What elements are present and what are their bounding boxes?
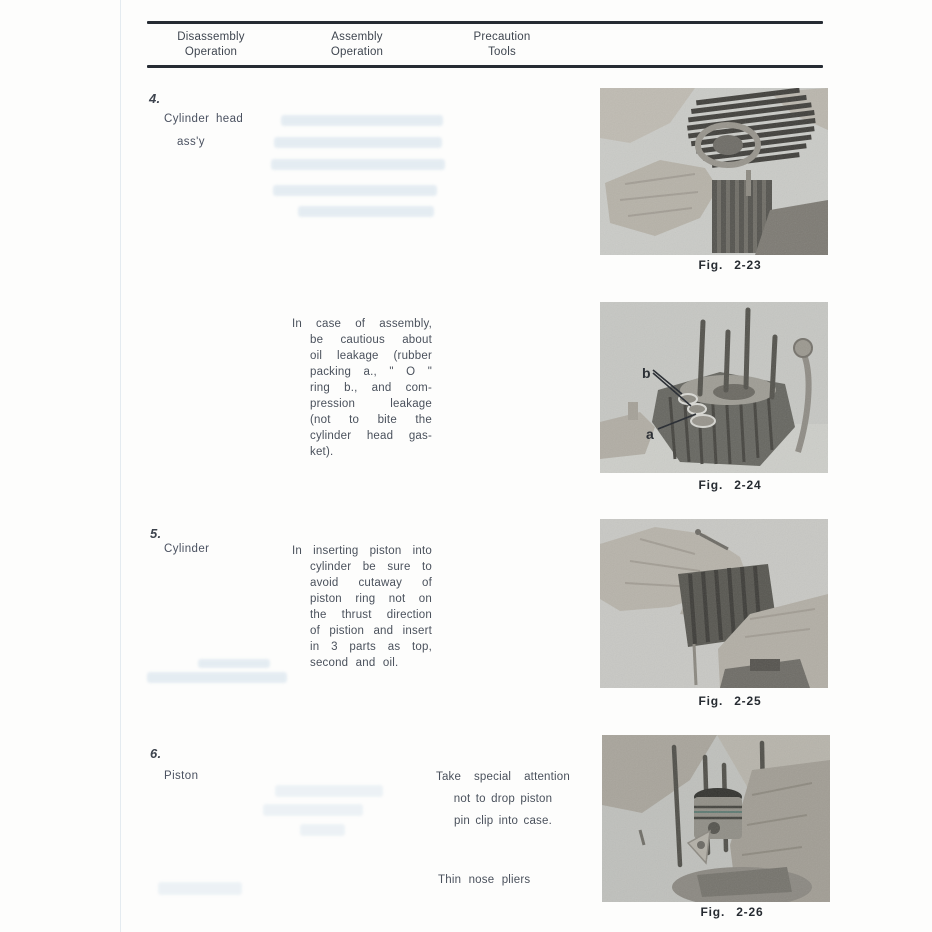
ghost-text-line — [275, 785, 383, 797]
ghost-text-line — [271, 159, 445, 170]
note-line: piston ring not on — [310, 593, 432, 605]
note-line: avoid cutaway of — [310, 577, 432, 589]
section4-number: 4. — [149, 91, 161, 106]
figure-2-25-caption: Fig. 2-25 — [698, 694, 762, 708]
ghost-text-line — [198, 659, 270, 668]
scan-page-edge — [120, 0, 121, 932]
note-line: (not to bite the — [310, 414, 432, 426]
column-header-assembly — [292, 30, 422, 60]
column-header-precaution — [437, 30, 567, 60]
section5-item: Cylinder — [164, 543, 210, 555]
note-line: not to drop piston — [453, 793, 553, 805]
ghost-text-line — [263, 804, 363, 816]
ghost-text-line — [298, 206, 434, 217]
note-line: packing a., " O " — [310, 366, 432, 378]
note-line: be cautious about — [310, 334, 432, 346]
cylinder-install-photo-illustration — [600, 519, 828, 688]
ghost-text-line — [147, 672, 287, 683]
ghost-text-line — [281, 115, 443, 126]
header-rule-top — [147, 21, 823, 24]
note-line: cylinder be sure to — [310, 561, 432, 573]
section6-item: Piston — [164, 770, 199, 782]
figure-2-23-caption: Fig. 2-23 — [698, 258, 762, 272]
header-rule-bottom — [147, 65, 823, 68]
column-header-line: Operation — [184, 46, 238, 58]
note-line: pression leakage — [310, 398, 432, 410]
column-header-line: Assembly — [331, 31, 383, 43]
figure-2-23-photo — [600, 88, 828, 255]
column-header-line: Operation — [330, 46, 384, 58]
section5-assembly-note — [292, 543, 432, 671]
note-line: pin clip into case. — [453, 815, 552, 827]
ghost-text-line — [158, 882, 242, 895]
column-header-disassembly — [146, 30, 276, 60]
section4-item-line1: Cylinder head — [164, 113, 244, 125]
ghost-text-line — [274, 137, 442, 148]
figure-2-26-caption: Fig. 2-26 — [700, 905, 764, 919]
section6-number: 6. — [150, 746, 162, 761]
section5-number: 5. — [150, 526, 162, 541]
note-line: the thrust direction — [310, 609, 432, 621]
cylinder-head-photo-illustration — [600, 88, 828, 255]
note-line: oil leakage (rubber — [310, 350, 432, 362]
figure-2-25-photo — [600, 519, 828, 688]
note-line: Take special attention — [436, 771, 570, 783]
section6-tools-note: Thin nose pliers — [438, 874, 531, 886]
note-line: In case of assembly, — [292, 318, 432, 330]
column-header-line: Precaution — [473, 31, 531, 43]
note-line: in 3 parts as top, — [310, 641, 432, 653]
column-header-line: Tools — [488, 46, 516, 58]
figure-2-26-photo — [602, 735, 830, 902]
note-line: cylinder head gas- — [310, 430, 432, 442]
note-line: second and oil. — [310, 657, 399, 669]
note-line: ring b., and com- — [310, 382, 432, 394]
note-line: ket). — [310, 446, 334, 458]
figure-2-24-photo — [600, 302, 828, 473]
ghost-text-line — [273, 185, 437, 196]
section6-precaution-note — [436, 766, 570, 832]
section4-item-line2: ass'y — [177, 136, 205, 148]
figure-2-24-caption: Fig. 2-24 — [698, 478, 762, 492]
section4-assembly-note — [292, 316, 432, 460]
note-line: In inserting piston into — [292, 545, 432, 557]
ghost-text-line — [300, 824, 345, 836]
piston-photo-illustration — [602, 735, 830, 902]
column-header-line: Disassembly — [177, 31, 245, 43]
note-line: of pistion and insert — [310, 625, 432, 637]
cylinder-block-photo-illustration — [600, 302, 828, 473]
